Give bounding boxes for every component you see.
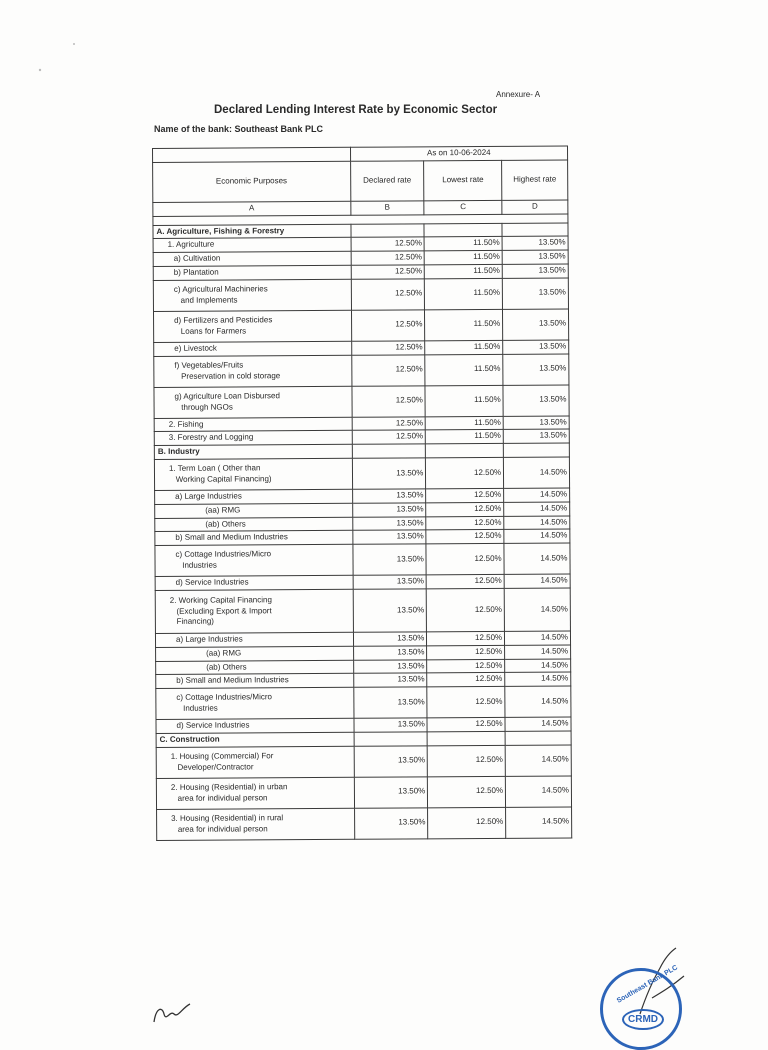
bank-name: Name of the bank: Southeast Bank PLC <box>154 124 324 134</box>
row-lowest-rate: 11.50% <box>424 237 502 251</box>
row-lowest-rate: 12.50% <box>426 516 504 530</box>
row-declared-rate: 12.50% <box>352 430 426 444</box>
row-declared-rate: 13.50% <box>354 746 428 777</box>
lending-rate-table <box>152 145 572 840</box>
row-highest-rate: 13.50% <box>503 309 569 340</box>
row-declared-rate: 13.50% <box>352 458 426 489</box>
row-purpose: 1. Agriculture <box>153 238 351 253</box>
row-lowest-rate: 12.50% <box>427 659 505 673</box>
table-row <box>154 457 569 491</box>
row-highest-rate <box>502 223 568 237</box>
row-purpose: 2. Working Capital Financing (Excluding Export & Import Financing) <box>155 589 353 633</box>
row-highest-rate: 14.50% <box>506 807 572 838</box>
row-purpose: 2. Fishing <box>154 417 352 432</box>
row-purpose: d) Service Industries <box>156 718 354 733</box>
col-header-highest: Highest rate <box>502 160 568 200</box>
row-lowest-rate: 12.50% <box>428 745 506 776</box>
row-highest-rate: 14.50% <box>505 717 571 731</box>
row-declared-rate: 13.50% <box>354 777 428 808</box>
row-declared-rate: 12.50% <box>351 237 425 251</box>
col-letter-b: B <box>350 201 424 215</box>
row-highest-rate: 13.50% <box>503 429 569 443</box>
row-declared-rate: 13.50% <box>353 575 427 589</box>
row-purpose: A. Agriculture, Fishing & Forestry <box>153 224 351 239</box>
row-highest-rate: 14.50% <box>505 745 571 776</box>
row-declared-rate: 13.50% <box>352 530 426 544</box>
row-declared-rate: 12.50% <box>351 279 425 310</box>
row-purpose: B. Industry <box>154 444 352 459</box>
row-highest-rate: 14.50% <box>505 645 571 659</box>
row-highest-rate: 14.50% <box>504 516 570 530</box>
row-lowest-rate: 12.50% <box>427 673 505 687</box>
row-highest-rate: 14.50% <box>505 776 571 807</box>
row-declared-rate: 13.50% <box>353 646 427 660</box>
as-on-date: As on 10-06-2024 <box>350 146 568 161</box>
row-lowest-rate: 12.50% <box>428 776 506 807</box>
row-highest-rate: 13.50% <box>503 340 569 354</box>
col-letter-c: C <box>424 200 502 214</box>
row-highest-rate: 14.50% <box>504 457 570 488</box>
row-declared-rate: 12.50% <box>351 341 425 355</box>
row-lowest-rate: 11.50% <box>426 416 504 430</box>
row-highest-rate: 14.50% <box>504 502 570 516</box>
row-purpose: c) Agricultural Machineries and Implements <box>153 279 351 311</box>
row-lowest-rate: 11.50% <box>425 309 503 340</box>
row-declared-rate: 12.50% <box>352 416 426 430</box>
row-lowest-rate: 11.50% <box>425 340 503 354</box>
row-lowest-rate: 12.50% <box>426 544 504 575</box>
header-blank-cell <box>153 147 351 162</box>
row-purpose: (ab) Others <box>155 517 353 532</box>
row-purpose: 1. Housing (Commercial) For Developer/Contractor <box>156 746 354 778</box>
table-row <box>153 278 568 312</box>
row-purpose: a) Large Industries <box>155 489 353 504</box>
row-lowest-rate: 12.50% <box>426 488 504 502</box>
stamp-ring-text: Southeast Bank PLC <box>615 964 679 1005</box>
row-lowest-rate: 11.50% <box>424 251 502 265</box>
row-highest-rate: 13.50% <box>503 416 569 430</box>
row-purpose: b) Small and Medium Industries <box>155 531 353 546</box>
row-purpose: b) Small and Medium Industries <box>156 674 354 689</box>
table-row <box>154 354 569 388</box>
row-highest-rate <box>505 731 571 745</box>
row-declared-rate: 12.50% <box>351 310 425 341</box>
row-highest-rate: 14.50% <box>505 672 571 686</box>
row-purpose: 1. Term Loan ( Other than Working Capital Financing) <box>154 458 352 490</box>
row-highest-rate: 14.50% <box>504 543 570 574</box>
row-purpose: C. Construction <box>156 732 354 747</box>
row-declared-rate <box>352 444 426 458</box>
stamp-center-text: CRMD <box>622 1009 664 1030</box>
row-lowest-rate: 11.50% <box>425 354 503 385</box>
row-lowest-rate: 12.50% <box>427 717 505 731</box>
table-row <box>156 745 571 779</box>
row-highest-rate: 13.50% <box>502 264 568 278</box>
row-lowest-rate: 11.50% <box>426 430 504 444</box>
row-declared-rate: 13.50% <box>354 718 428 732</box>
row-highest-rate: 14.50% <box>505 631 571 645</box>
row-declared-rate: 13.50% <box>353 632 427 646</box>
row-lowest-rate <box>424 223 502 237</box>
row-highest-rate: 14.50% <box>504 574 570 588</box>
table-row <box>155 543 570 577</box>
row-purpose: a) Cultivation <box>153 251 351 266</box>
row-purpose: (aa) RMG <box>155 503 353 518</box>
row-lowest-rate: 12.50% <box>428 807 506 838</box>
scan-specks <box>36 38 84 78</box>
row-highest-rate <box>503 443 569 457</box>
row-lowest-rate: 11.50% <box>425 385 503 416</box>
row-highest-rate: 14.50% <box>504 588 570 631</box>
table-row <box>156 776 571 810</box>
row-lowest-rate: 12.50% <box>426 530 504 544</box>
table-row <box>156 686 571 720</box>
row-declared-rate: 13.50% <box>352 489 426 503</box>
row-highest-rate: 13.50% <box>502 250 568 264</box>
annexure-label: Annexure- A <box>496 90 541 99</box>
row-lowest-rate: 12.50% <box>427 631 505 645</box>
table-row <box>153 309 568 343</box>
row-lowest-rate: 11.50% <box>425 278 503 309</box>
row-declared-rate: 13.50% <box>352 544 426 575</box>
table-row <box>154 385 569 419</box>
row-declared-rate: 13.50% <box>353 687 427 718</box>
row-declared-rate: 13.50% <box>352 503 426 517</box>
table-header-row <box>153 160 568 203</box>
signature-initials <box>150 1000 210 1024</box>
row-purpose: 3. Housing (Residential) in rural area for individual person <box>157 808 355 840</box>
row-declared-rate: 12.50% <box>351 265 425 279</box>
bank-seal-stamp <box>600 964 682 1050</box>
col-header-purpose: Economic Purposes <box>153 161 351 202</box>
row-purpose: c) Cottage Industries/Micro Industries <box>155 544 353 576</box>
row-purpose: c) Cottage Industries/Micro Industries <box>156 687 354 719</box>
row-highest-rate: 13.50% <box>503 385 569 416</box>
row-lowest-rate: 12.50% <box>427 686 505 717</box>
row-declared-rate: 13.50% <box>352 516 426 530</box>
row-declared-rate <box>354 732 428 746</box>
row-lowest-rate <box>427 731 505 745</box>
row-declared-rate: 13.50% <box>353 589 427 632</box>
row-declared-rate: 13.50% <box>354 808 428 839</box>
row-purpose: a) Large Industries <box>155 632 353 647</box>
row-highest-rate: 13.50% <box>503 354 569 385</box>
row-purpose: (aa) RMG <box>156 646 354 661</box>
row-highest-rate: 14.50% <box>505 686 571 717</box>
row-highest-rate: 13.50% <box>502 278 568 309</box>
row-lowest-rate: 12.50% <box>426 502 504 516</box>
col-letter-d: D <box>502 200 568 214</box>
row-declared-rate: 13.50% <box>353 659 427 673</box>
col-header-lowest: Lowest rate <box>424 160 502 200</box>
row-purpose: (ab) Others <box>156 660 354 675</box>
row-lowest-rate: 12.50% <box>427 588 505 631</box>
row-declared-rate: 12.50% <box>351 354 425 385</box>
row-purpose: 3. Forestry and Logging <box>154 431 352 446</box>
row-purpose: d) Service Industries <box>155 575 353 590</box>
row-declared-rate: 12.50% <box>351 385 425 416</box>
document-title: Declared Lending Interest Rate by Economic Sector <box>214 104 498 116</box>
row-declared-rate: 13.50% <box>353 673 427 687</box>
row-highest-rate: 14.50% <box>504 529 570 543</box>
row-purpose: 2. Housing (Residential) in urban area for individual person <box>156 777 354 809</box>
row-lowest-rate <box>426 444 504 458</box>
table-row <box>157 807 572 841</box>
row-purpose: f) Vegetables/Fruits Preservation in cold storage <box>154 355 352 387</box>
row-highest-rate: 14.50% <box>504 488 570 502</box>
row-purpose: e) Livestock <box>154 341 352 356</box>
row-declared-rate <box>350 223 424 237</box>
col-header-declared: Declared rate <box>350 161 424 201</box>
row-declared-rate: 12.50% <box>351 251 425 265</box>
row-purpose: g) Agriculture Loan Disbursed through NGOs <box>154 386 352 418</box>
row-lowest-rate: 12.50% <box>427 645 505 659</box>
col-letter-a: A <box>153 201 351 216</box>
row-highest-rate: 14.50% <box>505 658 571 672</box>
row-lowest-rate: 12.50% <box>426 575 504 589</box>
row-highest-rate: 13.50% <box>502 236 568 250</box>
row-purpose: d) Fertilizers and Pesticides Loans for Farmers <box>153 310 351 342</box>
row-lowest-rate: 11.50% <box>425 264 503 278</box>
table-row <box>155 588 570 634</box>
row-purpose: b) Plantation <box>153 265 351 280</box>
row-lowest-rate: 12.50% <box>426 457 504 488</box>
